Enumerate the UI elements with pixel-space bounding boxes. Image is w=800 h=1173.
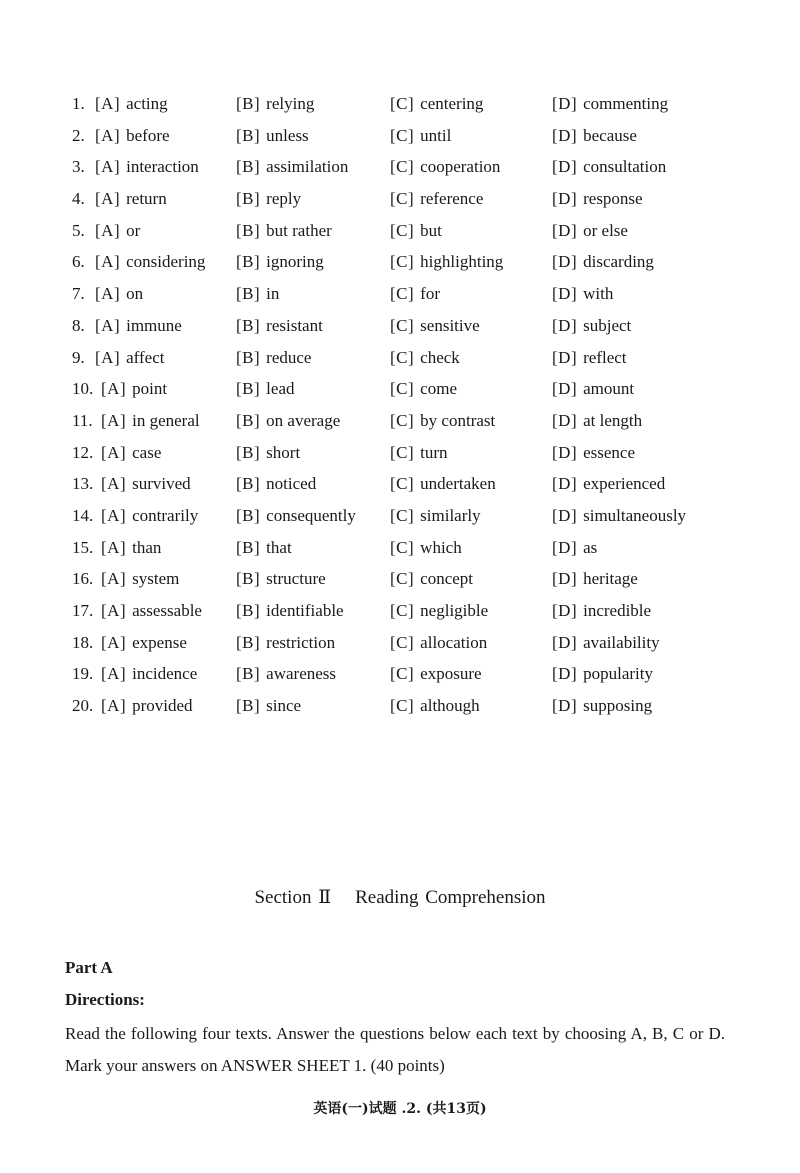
option-text: by contrast	[420, 410, 496, 430]
option-text: check	[420, 347, 460, 367]
option-c	[390, 151, 500, 183]
option-a	[101, 658, 197, 690]
option-letter: [D]	[552, 189, 578, 209]
option-text: than	[132, 537, 162, 557]
option-letter: [A]	[101, 379, 127, 399]
option-letter: [D]	[552, 220, 578, 240]
question-row	[72, 405, 732, 437]
question-number: 7.	[72, 284, 85, 304]
option-a	[101, 468, 191, 500]
option-c	[390, 120, 451, 152]
option-letter: [D]	[552, 379, 578, 399]
question-number: 6.	[72, 252, 85, 272]
option-d	[552, 405, 642, 437]
option-b	[236, 468, 316, 500]
option-c	[390, 658, 482, 690]
option-letter: [C]	[390, 284, 415, 304]
option-text: essence	[583, 442, 636, 462]
option-text: assimilation	[266, 157, 349, 177]
question-row	[72, 500, 732, 532]
option-letter: [D]	[552, 157, 578, 177]
option-letter: [C]	[390, 632, 415, 652]
question-number: 9.	[72, 347, 85, 367]
option-letter: [B]	[236, 252, 261, 272]
option-text: considering	[126, 252, 206, 272]
option-text: but	[420, 220, 442, 240]
option-c	[390, 532, 462, 564]
option-c	[390, 278, 440, 310]
option-text: because	[583, 125, 637, 145]
option-b	[236, 437, 300, 469]
question-row	[72, 246, 732, 278]
option-d	[552, 120, 637, 152]
option-d	[552, 342, 627, 374]
question-number: 10.	[72, 379, 94, 399]
option-d	[552, 468, 665, 500]
section-title: Reading Comprehension	[355, 887, 546, 908]
option-letter: [A]	[95, 284, 121, 304]
option-text: incidence	[132, 664, 198, 684]
option-letter: [C]	[390, 379, 415, 399]
option-letter: [A]	[101, 569, 127, 589]
directions-text: Read the following four texts. Answer the questions below each text by choosing A, B, C or D. Mark your answers on ANSWER SHEET 1. (40 points)	[65, 1024, 725, 1075]
option-text: which	[420, 537, 462, 557]
option-c	[390, 405, 495, 437]
option-text: structure	[266, 569, 326, 589]
question-row	[72, 595, 732, 627]
cloze-options-list	[72, 88, 732, 722]
option-letter: [B]	[236, 220, 261, 240]
option-text: assessable	[132, 601, 202, 620]
option-text: consultation	[583, 157, 667, 177]
option-letter: [B]	[236, 474, 261, 494]
option-letter: [C]	[390, 442, 415, 462]
option-d	[552, 627, 660, 659]
option-letter: [A]	[101, 664, 127, 684]
option-a	[101, 563, 179, 595]
option-letter: [B]	[236, 601, 261, 620]
option-text: response	[583, 189, 643, 209]
option-text: immune	[126, 315, 182, 335]
option-letter: [B]	[236, 569, 261, 589]
question-number: 2.	[72, 125, 85, 145]
option-letter: [B]	[236, 189, 261, 209]
option-text: discarding	[583, 252, 654, 272]
option-letter: [A]	[95, 157, 121, 177]
option-d	[552, 595, 651, 627]
option-b	[236, 278, 279, 310]
question-row	[72, 120, 732, 152]
option-text: highlighting	[420, 252, 504, 272]
option-text: undertaken	[420, 474, 496, 494]
question-row	[72, 468, 732, 500]
option-letter: [A]	[95, 347, 121, 367]
option-letter: [C]	[390, 315, 415, 335]
option-b	[236, 658, 336, 690]
option-text: unless	[266, 125, 309, 145]
option-text: for	[420, 284, 440, 304]
option-text: in	[266, 284, 280, 304]
option-text: on	[126, 284, 144, 304]
option-d	[552, 215, 628, 247]
option-text: at length	[583, 410, 643, 430]
option-d	[552, 437, 635, 469]
option-text: short	[266, 442, 301, 462]
option-text: turn	[420, 442, 448, 462]
option-letter: [D]	[552, 252, 578, 272]
option-letter: [C]	[390, 347, 415, 367]
question-number: 20.	[72, 696, 94, 716]
option-c	[390, 246, 503, 278]
option-text: provided	[132, 696, 193, 716]
option-c	[390, 690, 480, 722]
option-text: incredible	[583, 601, 652, 620]
option-a	[101, 437, 161, 469]
option-letter: [D]	[552, 696, 578, 716]
option-b	[236, 246, 324, 278]
option-letter: [D]	[552, 569, 578, 589]
option-letter: [C]	[390, 569, 415, 589]
option-b	[236, 183, 301, 215]
option-text: availability	[583, 632, 660, 652]
option-b	[236, 151, 348, 183]
option-text: cooperation	[420, 157, 501, 177]
option-text: ignoring	[266, 252, 324, 272]
option-text: acting	[126, 94, 168, 113]
option-letter: [C]	[390, 220, 415, 240]
question-number: 19.	[72, 664, 94, 684]
question-row	[72, 88, 732, 120]
option-text: that	[266, 537, 292, 557]
question-row	[72, 310, 732, 342]
question-row	[72, 373, 732, 405]
option-a	[95, 151, 199, 183]
option-text: heritage	[583, 569, 638, 589]
question-row	[72, 658, 732, 690]
option-letter: [B]	[236, 442, 261, 462]
option-letter: [C]	[390, 410, 415, 430]
option-c	[390, 342, 460, 374]
option-text: interaction	[126, 157, 199, 177]
question-row	[72, 342, 732, 374]
option-letter: [C]	[390, 474, 415, 494]
option-letter: [D]	[552, 474, 578, 494]
option-letter: [C]	[390, 601, 415, 620]
question-number: 8.	[72, 315, 85, 335]
option-d	[552, 373, 634, 405]
option-letter: [B]	[236, 664, 261, 684]
option-d	[552, 88, 668, 120]
question-number: 16.	[72, 569, 94, 589]
option-text: exposure	[420, 664, 482, 684]
option-text: sensitive	[420, 315, 480, 335]
option-text: resistant	[266, 315, 323, 335]
option-letter: [C]	[390, 189, 415, 209]
question-row	[72, 278, 732, 310]
option-text: awareness	[266, 664, 337, 684]
section-heading	[0, 886, 800, 909]
option-text: reduce	[266, 347, 312, 367]
option-b	[236, 405, 340, 437]
option-letter: [A]	[101, 632, 127, 652]
option-text: return	[126, 189, 167, 209]
option-letter: [C]	[390, 157, 415, 177]
question-number: 15.	[72, 537, 94, 557]
option-text: come	[420, 379, 457, 399]
option-letter: [A]	[95, 252, 121, 272]
question-row	[72, 690, 732, 722]
option-c	[390, 310, 480, 342]
option-b	[236, 500, 356, 532]
option-c	[390, 563, 473, 595]
option-a	[101, 595, 202, 627]
option-a	[95, 215, 140, 247]
question-row	[72, 437, 732, 469]
question-number: 13.	[72, 474, 94, 494]
option-text: reflect	[583, 347, 627, 367]
option-a	[95, 278, 143, 310]
option-letter: [A]	[101, 537, 127, 557]
option-letter: [D]	[552, 632, 578, 652]
question-number: 4.	[72, 189, 85, 209]
option-text: centering	[420, 94, 484, 113]
option-text: experienced	[583, 474, 666, 494]
option-text: in general	[132, 410, 200, 430]
option-a	[101, 405, 200, 437]
option-text: contrarily	[132, 505, 199, 525]
option-letter: [A]	[101, 410, 127, 430]
option-text: system	[132, 569, 180, 589]
option-letter: [A]	[101, 474, 127, 494]
option-letter: [A]	[95, 220, 121, 240]
option-letter: [B]	[236, 94, 261, 113]
option-text: relying	[266, 94, 315, 113]
option-b	[236, 342, 311, 374]
question-row	[72, 151, 732, 183]
option-text: negligible	[420, 601, 489, 620]
option-c	[390, 437, 448, 469]
option-text: but rather	[266, 220, 332, 240]
option-text: consequently	[266, 505, 356, 525]
option-d	[552, 563, 638, 595]
option-a	[101, 373, 167, 405]
option-d	[552, 500, 686, 532]
option-letter: [C]	[390, 94, 415, 113]
option-letter: [C]	[390, 252, 415, 272]
option-text: before	[126, 125, 170, 145]
option-letter: [B]	[236, 347, 261, 367]
option-text: point	[132, 379, 168, 399]
option-text: amount	[583, 379, 635, 399]
option-c	[390, 595, 488, 627]
option-letter: [B]	[236, 125, 261, 145]
option-letter: [A]	[95, 315, 121, 335]
question-number: 3.	[72, 157, 85, 177]
option-text: as	[583, 537, 598, 557]
option-text: reply	[266, 189, 302, 209]
question-number: 11.	[72, 410, 93, 430]
option-text: although	[420, 696, 480, 716]
option-text: similarly	[420, 505, 481, 525]
option-letter: [D]	[552, 284, 578, 304]
option-letter: [D]	[552, 442, 578, 462]
option-text: expense	[132, 632, 187, 652]
option-letter: [D]	[552, 347, 578, 367]
question-row	[72, 627, 732, 659]
option-text: identifiable	[266, 601, 344, 620]
option-letter: [C]	[390, 696, 415, 716]
option-d	[552, 246, 654, 278]
option-text: concept	[420, 569, 474, 589]
option-letter: [A]	[95, 94, 121, 113]
option-letter: [D]	[552, 315, 578, 335]
option-letter: [D]	[552, 410, 578, 430]
option-b	[236, 563, 326, 595]
option-letter: [D]	[552, 94, 578, 113]
option-b	[236, 373, 295, 405]
question-number: 18.	[72, 632, 94, 652]
option-text: case	[132, 442, 162, 462]
option-text: reference	[420, 189, 484, 209]
option-d	[552, 658, 653, 690]
option-b	[236, 88, 314, 120]
option-b	[236, 690, 301, 722]
option-text: allocation	[420, 632, 488, 652]
option-letter: [D]	[552, 505, 578, 525]
directions-label: Directions:	[65, 990, 145, 1009]
option-letter: [B]	[236, 537, 261, 557]
option-text: on average	[266, 410, 341, 430]
option-text: lead	[266, 379, 295, 399]
option-letter: [A]	[95, 125, 121, 145]
option-c	[390, 468, 496, 500]
option-letter: [A]	[101, 505, 127, 525]
option-d	[552, 532, 597, 564]
option-b	[236, 532, 292, 564]
option-c	[390, 215, 442, 247]
option-text: since	[266, 696, 302, 716]
option-text: until	[420, 125, 452, 145]
option-a	[101, 627, 187, 659]
option-letter: [D]	[552, 601, 578, 620]
option-text: with	[583, 284, 614, 304]
option-letter: [B]	[236, 505, 261, 525]
option-text: restriction	[266, 632, 336, 652]
option-a	[95, 120, 170, 152]
option-a	[95, 88, 168, 120]
option-letter: [B]	[236, 696, 261, 716]
option-letter: [A]	[101, 442, 127, 462]
option-a	[101, 532, 161, 564]
option-letter: [B]	[236, 315, 261, 335]
option-text: affect	[126, 347, 165, 367]
option-letter: [B]	[236, 157, 261, 177]
option-d	[552, 151, 666, 183]
question-row	[72, 563, 732, 595]
part-heading: Part A	[65, 958, 113, 977]
option-a	[101, 500, 198, 532]
option-letter: [B]	[236, 632, 261, 652]
option-d	[552, 310, 631, 342]
option-letter: [A]	[101, 601, 127, 620]
option-b	[236, 120, 309, 152]
option-letter: [B]	[236, 410, 261, 430]
option-text: or else	[583, 220, 628, 240]
option-letter: [D]	[552, 537, 578, 557]
question-row	[72, 532, 732, 564]
question-row	[72, 215, 732, 247]
option-d	[552, 278, 613, 310]
question-number: 5.	[72, 220, 85, 240]
option-c	[390, 88, 483, 120]
option-c	[390, 373, 457, 405]
option-text: or	[126, 220, 141, 240]
option-letter: [A]	[101, 696, 127, 716]
option-letter: [C]	[390, 537, 415, 557]
option-a	[101, 690, 193, 722]
option-c	[390, 500, 481, 532]
option-text: noticed	[266, 474, 317, 494]
option-letter: [C]	[390, 505, 415, 525]
option-d	[552, 690, 652, 722]
option-letter: [B]	[236, 379, 261, 399]
question-row	[72, 183, 732, 215]
option-c	[390, 183, 483, 215]
option-a	[95, 183, 167, 215]
option-text: survived	[132, 474, 191, 494]
option-letter: [D]	[552, 664, 578, 684]
option-text: subject	[583, 315, 632, 335]
option-letter: [C]	[390, 664, 415, 684]
option-b	[236, 310, 323, 342]
question-number: 17.	[72, 601, 94, 620]
option-text: simultaneously	[583, 505, 687, 525]
option-text: supposing	[583, 696, 653, 716]
option-b	[236, 595, 344, 627]
option-b	[236, 215, 332, 247]
option-b	[236, 627, 335, 659]
option-a	[95, 246, 205, 278]
option-letter: [A]	[95, 189, 121, 209]
option-a	[95, 310, 182, 342]
section-label: Section Ⅱ	[254, 887, 332, 908]
option-text: commenting	[583, 94, 669, 113]
option-c	[390, 627, 487, 659]
option-text: popularity	[583, 664, 653, 684]
question-number: 14.	[72, 505, 94, 525]
question-number: 12.	[72, 442, 94, 462]
option-letter: [B]	[236, 284, 261, 304]
option-d	[552, 183, 643, 215]
option-letter: [D]	[552, 125, 578, 145]
page-footer: 英语(一)试题 .2. (共13页)	[313, 1101, 487, 1117]
option-a	[95, 342, 164, 374]
option-letter: [C]	[390, 125, 415, 145]
question-number: 1.	[72, 94, 85, 113]
